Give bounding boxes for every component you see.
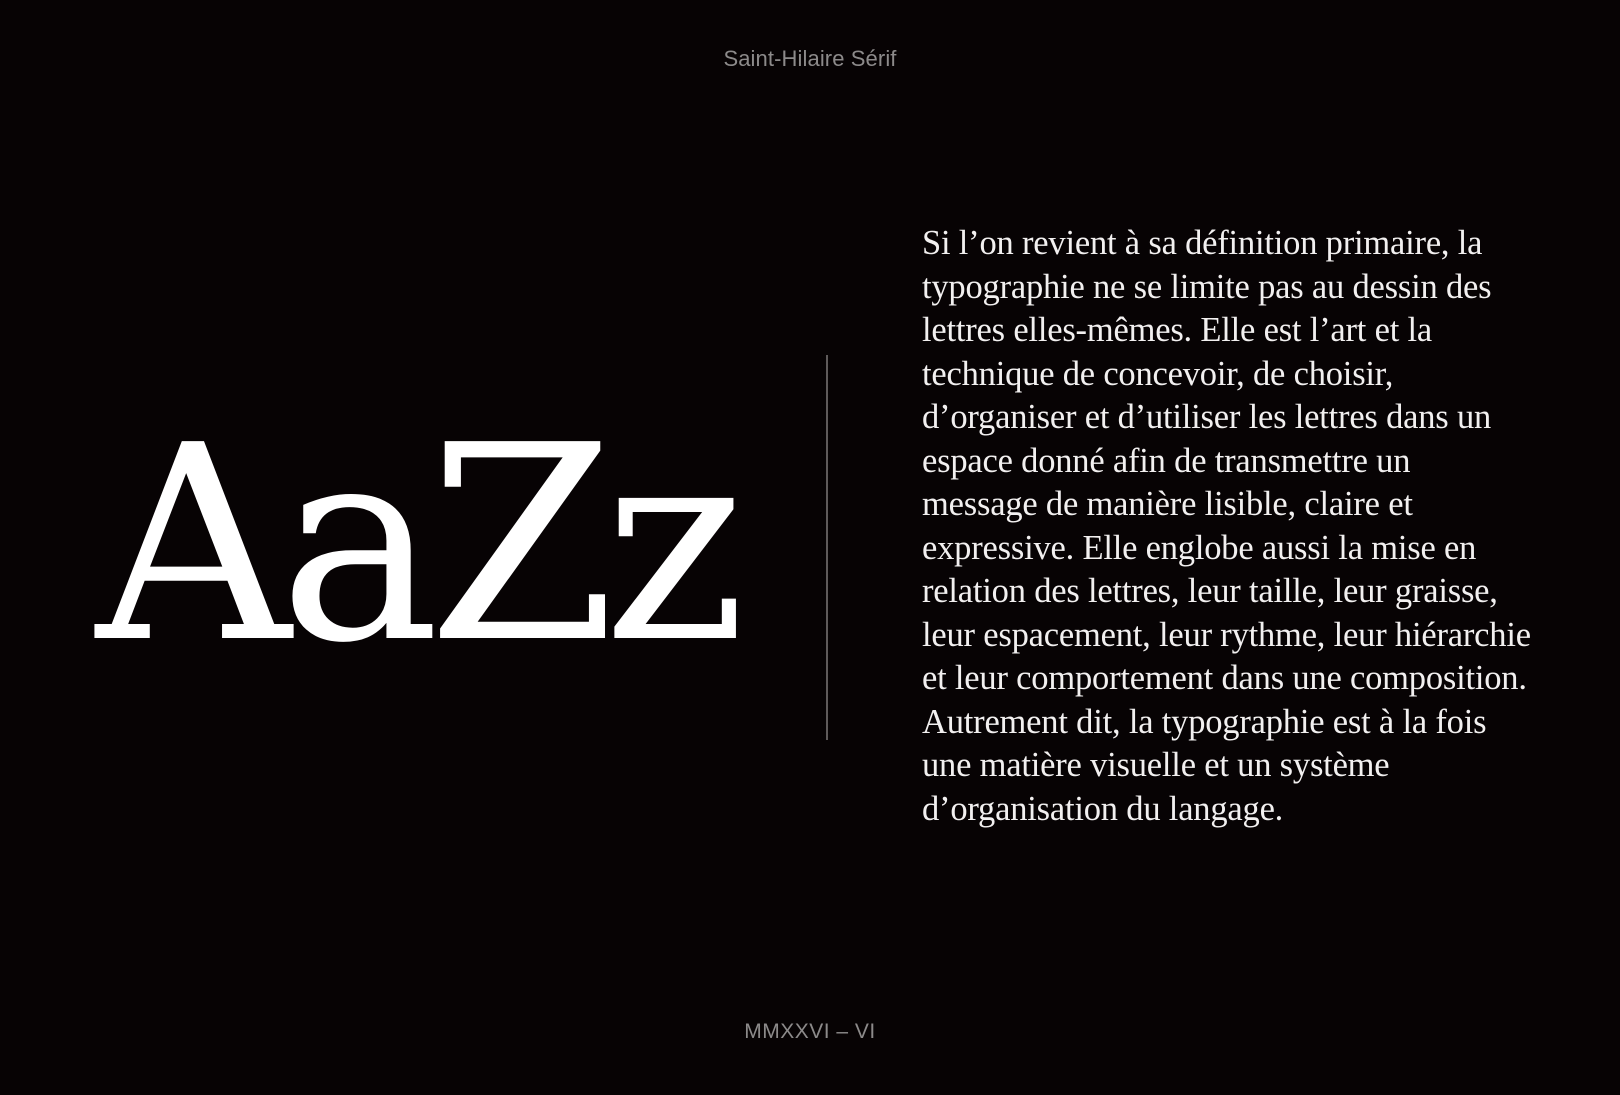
specimen-glyphs: AaZz [96,387,734,702]
font-name-header: Saint-Hilaire Sérif [723,46,897,71]
page-number-footer: MMXXVI – VI [744,1020,876,1043]
body-paragraph: Si l’on revient à sa définition primaire, la typographie ne se limite pas au dessin des lettres elles-mêmes. Elle est l’art et la technique de concevoir, de choisir, d’organiser et d’utiliser les lettres dans un espace donné afin de transmettre un message de manière lisible, claire et expressive. Elle englobe aussi la mise en relation des lettres, leur taille, leur graisse, leur espacement, leur rythme, leur hiérarchie et leur comportement dans une composition. Autrement dit, la typographie est à la fois une matière visuelle et un système d’organisation du langage. [922,224,1531,828]
vertical-divider [826,355,828,740]
